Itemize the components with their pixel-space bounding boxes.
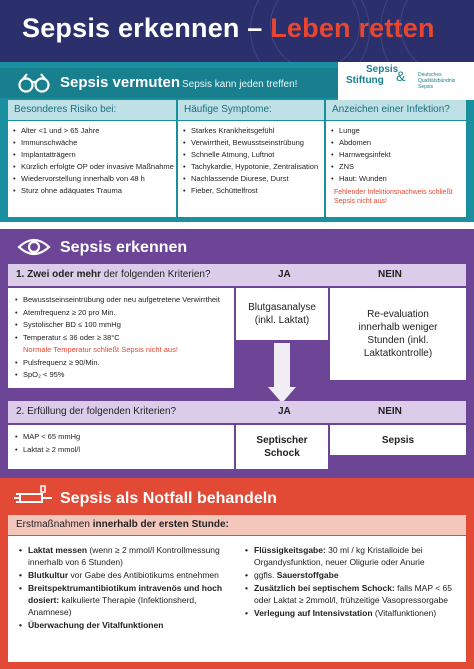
- measure-bold: Blutkultur: [28, 570, 69, 580]
- list-item: • Systolischer BD ≤ 100 mmHg: [14, 319, 228, 332]
- list-item: • Immunschwäche: [12, 137, 172, 149]
- measure-pre: ggfls.: [254, 570, 277, 580]
- logo-org: Deutsches Qualitätsbündnis Sepsis: [418, 72, 456, 90]
- binoculars-icon: [18, 72, 50, 94]
- infection-header: Anzeichen einer Infektion?: [326, 100, 466, 120]
- temperature-warning: Normale Temperatur schließt Sepsis nicht aus!: [23, 345, 178, 354]
- nein-answer-line: Laktatkontrolle): [363, 348, 433, 359]
- list-item: • Pulsfrequenz ≥ 90/Min.: [14, 357, 228, 370]
- measure-rest: 30 ml / kg Kristalloide bei Organdysfunktion, neuer Oligurie oder Anurie: [254, 545, 425, 567]
- list-item: • SpO₂ < 95%: [14, 369, 228, 382]
- syringe-icon: [14, 484, 54, 512]
- measure-bold: Breitspektrumantibiotikum intravenös und hoch dosiert:: [28, 583, 223, 605]
- first-hour-header: [8, 515, 466, 535]
- list-item: • Fieber, Schüttelfrost: [182, 185, 320, 197]
- nein-answer-line: Stunden (inkl.: [367, 335, 429, 346]
- measures-left: [18, 544, 228, 632]
- logo-ampersand: &: [396, 68, 406, 84]
- q2-nein-label: NEIN: [378, 406, 402, 417]
- list-item: • Kürzlich erfolgte OP oder invasive Maßnahme: [12, 161, 172, 173]
- infection-warning: Fehlender Infektionsnachweis schließt Sepsis nicht aus!: [334, 189, 453, 205]
- nein-answer-line: innerhalb weniger: [358, 322, 438, 333]
- question-2-row: 2. Erfüllung der folgenden Kriterien?: [8, 401, 466, 423]
- measure-rest: (wenn ≥ 2 mmol/l Kontrollmessung innerhalb von 6 Stunden): [28, 545, 220, 567]
- list-item: • Abdomen: [330, 137, 462, 149]
- list-item: [18, 569, 228, 581]
- list-item: • Wiedervorstellung innerhalb von 48 h: [12, 173, 172, 185]
- question-1-bold: 1. Zwei oder mehr: [16, 269, 102, 280]
- vermuten-title: Sepsis vermuten: [60, 74, 181, 91]
- list-item: • Sturz ohne adäquates Trauma: [12, 185, 172, 197]
- measures-right: [244, 544, 458, 620]
- question-1-rest: der folgenden Kriterien?: [101, 269, 211, 280]
- title-part2: Leben retten: [270, 13, 435, 43]
- list-item: • Verwirrtheit, Bewusstseinstrübung: [182, 137, 320, 149]
- list-item: • ZNS: [330, 161, 462, 173]
- measure-bold: Laktat messen: [28, 545, 88, 555]
- list-item: • Alter <1 und > 65 Jahre: [12, 125, 172, 137]
- list-item: • Atemfrequenz ≥ 20 pro Min.: [14, 307, 228, 320]
- criteria-list-1: [8, 288, 234, 388]
- list-item: [18, 582, 228, 618]
- list-item: • Harnwegsinfekt: [330, 149, 462, 161]
- list-item: • MAP < 65 mmHg: [14, 431, 228, 444]
- list-item: • Starkes Krankheitsgefühl: [182, 125, 320, 137]
- first-hour-bold: innerhalb der ersten Stunde:: [92, 519, 229, 530]
- list-item: [244, 582, 458, 606]
- q2-ja-answer: [236, 425, 328, 469]
- ja-answer-line: (inkl. Laktat): [254, 315, 310, 326]
- measure-bold: Flüssigkeitsgabe:: [254, 545, 326, 555]
- q1-ja-label: JA: [278, 269, 291, 280]
- measure-rest: vor Gabe des Antibiotikums entnehmen: [68, 570, 219, 580]
- list-item: • Nachlassende Diurese, Durst: [182, 173, 320, 185]
- measure-bold: Sauerstoffgabe: [276, 570, 339, 580]
- list-item: • Temperatur ≤ 36 oder ≥ 38°C: [14, 332, 228, 345]
- list-item: [244, 544, 458, 568]
- arrow-down-icon: [268, 343, 296, 403]
- eye-icon: [17, 236, 51, 258]
- measure-rest: falls MAP < 65 oder Laktat ≥ 2mmol/l, frühzeitige Vasopressorgabe: [254, 583, 453, 605]
- list-item: • Schnelle Atmung, Luftnot: [182, 149, 320, 161]
- notfall-title: Sepsis als Notfall behandeln: [60, 490, 277, 507]
- q1-nein-label: NEIN: [378, 269, 402, 280]
- measure-bold: Verlegung auf Intensivstation: [254, 608, 373, 618]
- ja-answer-line: Schock: [264, 448, 300, 459]
- list-item: • Implantatträgern: [12, 149, 172, 161]
- measure-bold: Überwachung der Vitalfunktionen: [28, 620, 164, 630]
- q2-ja-label: JA: [278, 406, 291, 417]
- vermuten-subtitle: Sepsis kann jeden treffen!: [182, 79, 298, 90]
- measure-rest: kalkulierte Therapie (Infektionsherd, Anamnese): [28, 595, 197, 617]
- list-item: [18, 619, 228, 631]
- list-item: • Bewusstseinseintrübung oder neu aufgetretene Verwirrtheit: [14, 294, 228, 307]
- logo-line2: Stiftung: [346, 75, 384, 86]
- criteria-list-2: [8, 425, 234, 469]
- logo-line1: Sepsis: [366, 64, 399, 75]
- ja-answer-line: Septischer: [256, 435, 308, 446]
- page-title: [22, 13, 435, 44]
- q1-ja-answer: [236, 288, 328, 340]
- nein-answer-line: Re-evaluation: [367, 309, 429, 320]
- measure-rest: (Vitalfunktionen): [372, 608, 437, 618]
- erkennen-title: Sepsis erkennen: [60, 239, 188, 256]
- ja-answer-line: Blutgasanalyse: [248, 302, 316, 313]
- list-item: • Lunge: [330, 125, 462, 137]
- title-part1: Sepsis erkennen –: [22, 13, 271, 43]
- list-item: [244, 607, 458, 619]
- symptoms-list: [178, 121, 324, 217]
- risk-header: Besonderes Risiko bei:: [8, 100, 176, 120]
- list-item: • Haut: Wunden: [330, 173, 462, 185]
- measure-bold: Zusätzlich bei septischem Schock:: [254, 583, 395, 593]
- list-item: [244, 569, 458, 581]
- list-item: • Laktat ≥ 2 mmol/l: [14, 444, 228, 457]
- list-item: • Tachykardie, Hypotonie, Zentralisation: [182, 161, 320, 173]
- first-hour-pre: Erstmaßnahmen: [16, 519, 93, 530]
- q1-nein-answer: [330, 288, 466, 380]
- q2-nein-answer: Sepsis: [330, 425, 466, 455]
- list-item: [18, 544, 228, 568]
- symptoms-header: Häufige Symptome:: [178, 100, 324, 120]
- risk-list: [8, 121, 176, 217]
- infection-list: [326, 121, 466, 217]
